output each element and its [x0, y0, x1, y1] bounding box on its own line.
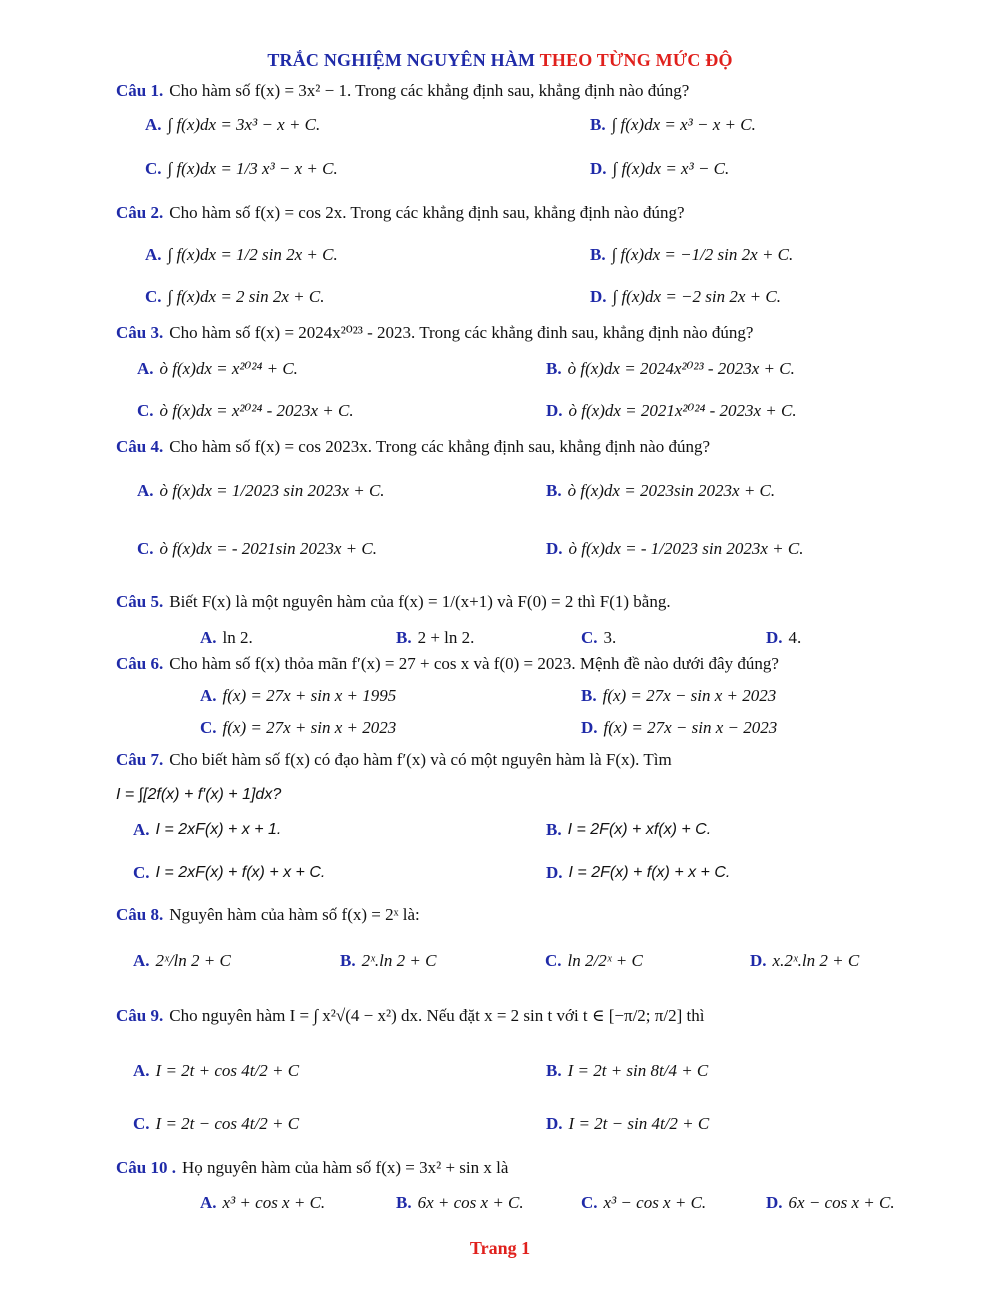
option-7d[interactable]: D. I = 2F(x) + f(x) + x + C.	[546, 863, 731, 882]
title-part-red: THEO TỪNG MỨC ĐỘ	[539, 50, 733, 70]
question-10: Câu 10 . Họ nguyên hàm của hàm số f(x) = 3x² + sin x là	[116, 1158, 509, 1177]
option-3b[interactable]: B. ò f(x)dx = 2024x²⁰²³ - 2023x + C.	[546, 359, 795, 378]
question-6: Câu 6. Cho hàm số f(x) thỏa mãn f′(x) = 27 + cos x và f(0) = 2023. Mệnh đề nào dưới đây đúng?	[116, 654, 779, 673]
question-7: Câu 7. Cho biết hàm số f(x) có đạo hàm f′(x) và có một nguyên hàm là F(x). Tìm	[116, 750, 672, 769]
question-stem: Cho hàm số f(x) = cos 2x. Trong các khẳng định sau, khẳng định nào đúng?	[169, 203, 685, 222]
option-7c[interactable]: C. I = 2xF(x) + f(x) + x + C.	[133, 863, 326, 882]
option-4b[interactable]: B. ò f(x)dx = 2023sin 2023x + C.	[546, 481, 776, 500]
option-8b[interactable]: B. 2ˣ.ln 2 + C	[340, 951, 437, 970]
option-3c[interactable]: C. ò f(x)dx = x²⁰²⁴ - 2023x + C.	[137, 401, 354, 420]
question-5: Câu 5. Biết F(x) là một nguyên hàm của f(x) = 1/(x+1) và F(0) = 2 thì F(1) bằng.	[116, 592, 671, 611]
option-2b[interactable]: B. ∫ f(x)dx = −1/2 sin 2x + C.	[590, 245, 794, 264]
title-part-blue: TRẮC NGHIỆM NGUYÊN HÀM	[267, 50, 536, 70]
question-7-integral: I = ∫[2f(x) + f′(x) + 1]dx?	[116, 786, 282, 803]
option-9c[interactable]: C. I = 2t − cos 4t/2 + C	[133, 1114, 300, 1133]
option-4a[interactable]: A. ò f(x)dx = 1/2023 sin 2023x + C.	[137, 481, 385, 500]
option-8a[interactable]: A. 2ˣ/ln 2 + C	[133, 951, 231, 970]
option-text: ∫ f(x)dx = 3x³ − x + C.	[167, 115, 321, 134]
option-1a[interactable]: A. ∫ f(x)dx = 3x³ − x + C.	[145, 115, 321, 134]
option-text: ∫ f(x)dx = x³ − C.	[612, 159, 730, 178]
question-stem: Cho hàm số f(x) = 3x² − 1. Trong các khẳng định sau, khẳng định nào đúng?	[169, 81, 690, 100]
question-2: Câu 2. Cho hàm số f(x) = cos 2x. Trong các khẳng định sau, khẳng định nào đúng?	[116, 203, 685, 222]
option-6d[interactable]: D. f(x) = 27x − sin x − 2023	[581, 718, 778, 737]
option-3d[interactable]: D. ò f(x)dx = 2021x²⁰²⁴ - 2023x + C.	[546, 401, 797, 420]
option-5a[interactable]: A. ln 2.	[200, 628, 253, 647]
option-7b[interactable]: B. I = 2F(x) + xf(x) + C.	[546, 820, 712, 839]
option-5b[interactable]: B. 2 + ln 2.	[396, 628, 475, 647]
option-10a[interactable]: A. x³ + cos x + C.	[200, 1193, 326, 1212]
option-10b[interactable]: B. 6x + cos x + C.	[396, 1193, 524, 1212]
option-4c[interactable]: C. ò f(x)dx = - 2021sin 2023x + C.	[137, 539, 377, 558]
option-5c[interactable]: C. 3.	[581, 628, 617, 647]
option-6c[interactable]: C. f(x) = 27x + sin x + 2023	[200, 718, 397, 737]
option-text: ∫ f(x)dx = x³ − x + C.	[611, 115, 756, 134]
option-1d[interactable]: D. ∫ f(x)dx = x³ − C.	[590, 159, 730, 178]
option-9d[interactable]: D. I = 2t − sin 4t/2 + C	[546, 1114, 710, 1133]
option-1b[interactable]: B. ∫ f(x)dx = x³ − x + C.	[590, 115, 756, 134]
option-6a[interactable]: A. f(x) = 27x + sin x + 1995	[200, 686, 397, 705]
option-10d[interactable]: D. 6x − cos x + C.	[766, 1193, 895, 1212]
option-5d[interactable]: D. 4.	[766, 628, 802, 647]
question-label: Câu 1.	[116, 81, 164, 100]
question-9: Câu 9. Cho nguyên hàm I = ∫ x²√(4 − x²) dx. Nếu đặt x = 2 sin t với t ∈ [−π/2; π/2] thì	[116, 1006, 705, 1025]
option-8d[interactable]: D. x.2ˣ.ln 2 + C	[750, 951, 860, 970]
option-2d[interactable]: D. ∫ f(x)dx = −2 sin 2x + C.	[590, 287, 781, 306]
option-8c[interactable]: C. ln 2/2ˣ + C	[545, 951, 643, 970]
option-text: ∫ f(x)dx = 1/3 x³ − x + C.	[167, 159, 338, 178]
option-7a[interactable]: A. I = 2xF(x) + x + 1.	[133, 820, 282, 839]
question-4: Câu 4. Cho hàm số f(x) = cos 2023x. Trong các khẳng định sau, khẳng định nào đúng?	[116, 437, 711, 456]
question-8: Câu 8. Nguyên hàm của hàm số f(x) = 2ˣ là:	[116, 905, 420, 924]
question-3: Câu 3. Cho hàm số f(x) = 2024x²⁰²³ - 2023. Trong các khẳng đinh sau, khẳng định nào đúng?	[116, 323, 754, 342]
option-1c[interactable]: C. ∫ f(x)dx = 1/3 x³ − x + C.	[145, 159, 338, 178]
option-9b[interactable]: B. I = 2t + sin 8t/4 + C	[546, 1061, 709, 1080]
option-9a[interactable]: A. I = 2t + cos 4t/2 + C	[133, 1061, 300, 1080]
option-3a[interactable]: A. ò f(x)dx = x²⁰²⁴ + C.	[137, 359, 298, 378]
option-2a[interactable]: A. ∫ f(x)dx = 1/2 sin 2x + C.	[145, 245, 338, 264]
page-title	[0, 50, 1000, 71]
option-4d[interactable]: D. ò f(x)dx = - 1/2023 sin 2023x + C.	[546, 539, 804, 558]
question-1	[116, 80, 689, 102]
option-2c[interactable]: C. ∫ f(x)dx = 2 sin 2x + C.	[145, 287, 325, 306]
option-6b[interactable]: B. f(x) = 27x − sin x + 2023	[581, 686, 777, 705]
page-number: Trang 1	[469, 1238, 531, 1258]
option-10c[interactable]: C. x³ − cos x + C.	[581, 1193, 707, 1212]
